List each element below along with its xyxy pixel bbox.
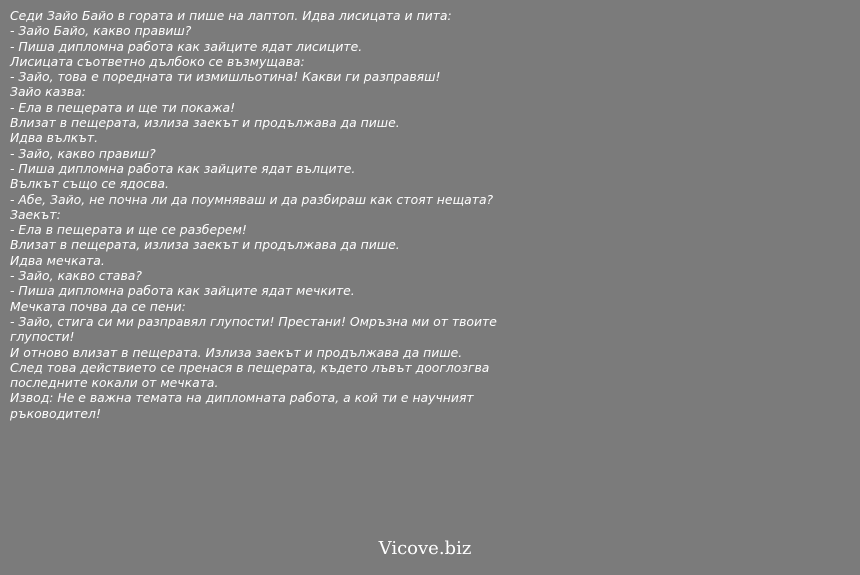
joke-line: Лисицата съответно дълбоко се възмущава:: [10, 53, 305, 69]
joke-line: - Ела в пещерата и ще ти покажа!: [10, 99, 236, 115]
joke-line: Извод: Не е важна темата на дипломната работа, а кой ти е научният ръководител!: [10, 390, 474, 421]
joke-line: Влизат в пещерата, излиза заекът и продължава да пише.: [10, 115, 400, 131]
joke-line: - Зайо, стига си ми разправял глупости! Престани! Омръзна ми от твоите глупости!: [10, 313, 497, 345]
joke-line: Седи Зайо Байо в гората и пише на лаптоп. Идва лисицата и пита:: [10, 8, 452, 23]
joke-line: Заекът:: [10, 206, 61, 222]
joke-line: Идва вълкът.: [10, 130, 99, 146]
joke-line: - Зайо, какво става?: [10, 268, 142, 284]
joke-line: Мечката почва да се пени:: [10, 298, 186, 314]
joke-line: Зайо казва:: [10, 84, 86, 100]
joke-line: - Абе, Зайо, не почна ли да поумняваш и да разбираш как стоят нещата?: [10, 191, 494, 207]
joke-line: Вълкът също се ядосва.: [10, 176, 169, 192]
joke-line: - Зайо, какво правиш?: [10, 145, 156, 161]
joke-line: След това действието се пренася в пещерата, където лъвът дооглозгва последните кокали от мечката.: [10, 359, 490, 391]
joke-line: Идва мечката.: [10, 252, 105, 268]
joke-text: [10, 8, 550, 421]
site-watermark: Vicove.biz: [378, 538, 472, 559]
joke-line: Влизат в пещерата, излиза заекът и продължава да пише.: [10, 237, 400, 253]
joke-line: - Зайо Байо, какво правиш?: [10, 23, 192, 39]
joke-line: - Ела в пещерата и ще се разберем!: [10, 222, 247, 238]
joke-line: - Пиша дипломна работа как зайците ядат вълците.: [10, 160, 356, 176]
joke-line: - Пиша дипломна работа как зайците ядат лисиците.: [10, 38, 363, 54]
joke-line: - Пиша дипломна работа как зайците ядат мечките.: [10, 283, 355, 299]
joke-line: - Зайо, това е поредната ти измишльотина! Какви ги разправяш!: [10, 69, 441, 85]
joke-line: И отново влизат в пещерата. Излиза заекът и продължава да пише.: [10, 344, 463, 360]
